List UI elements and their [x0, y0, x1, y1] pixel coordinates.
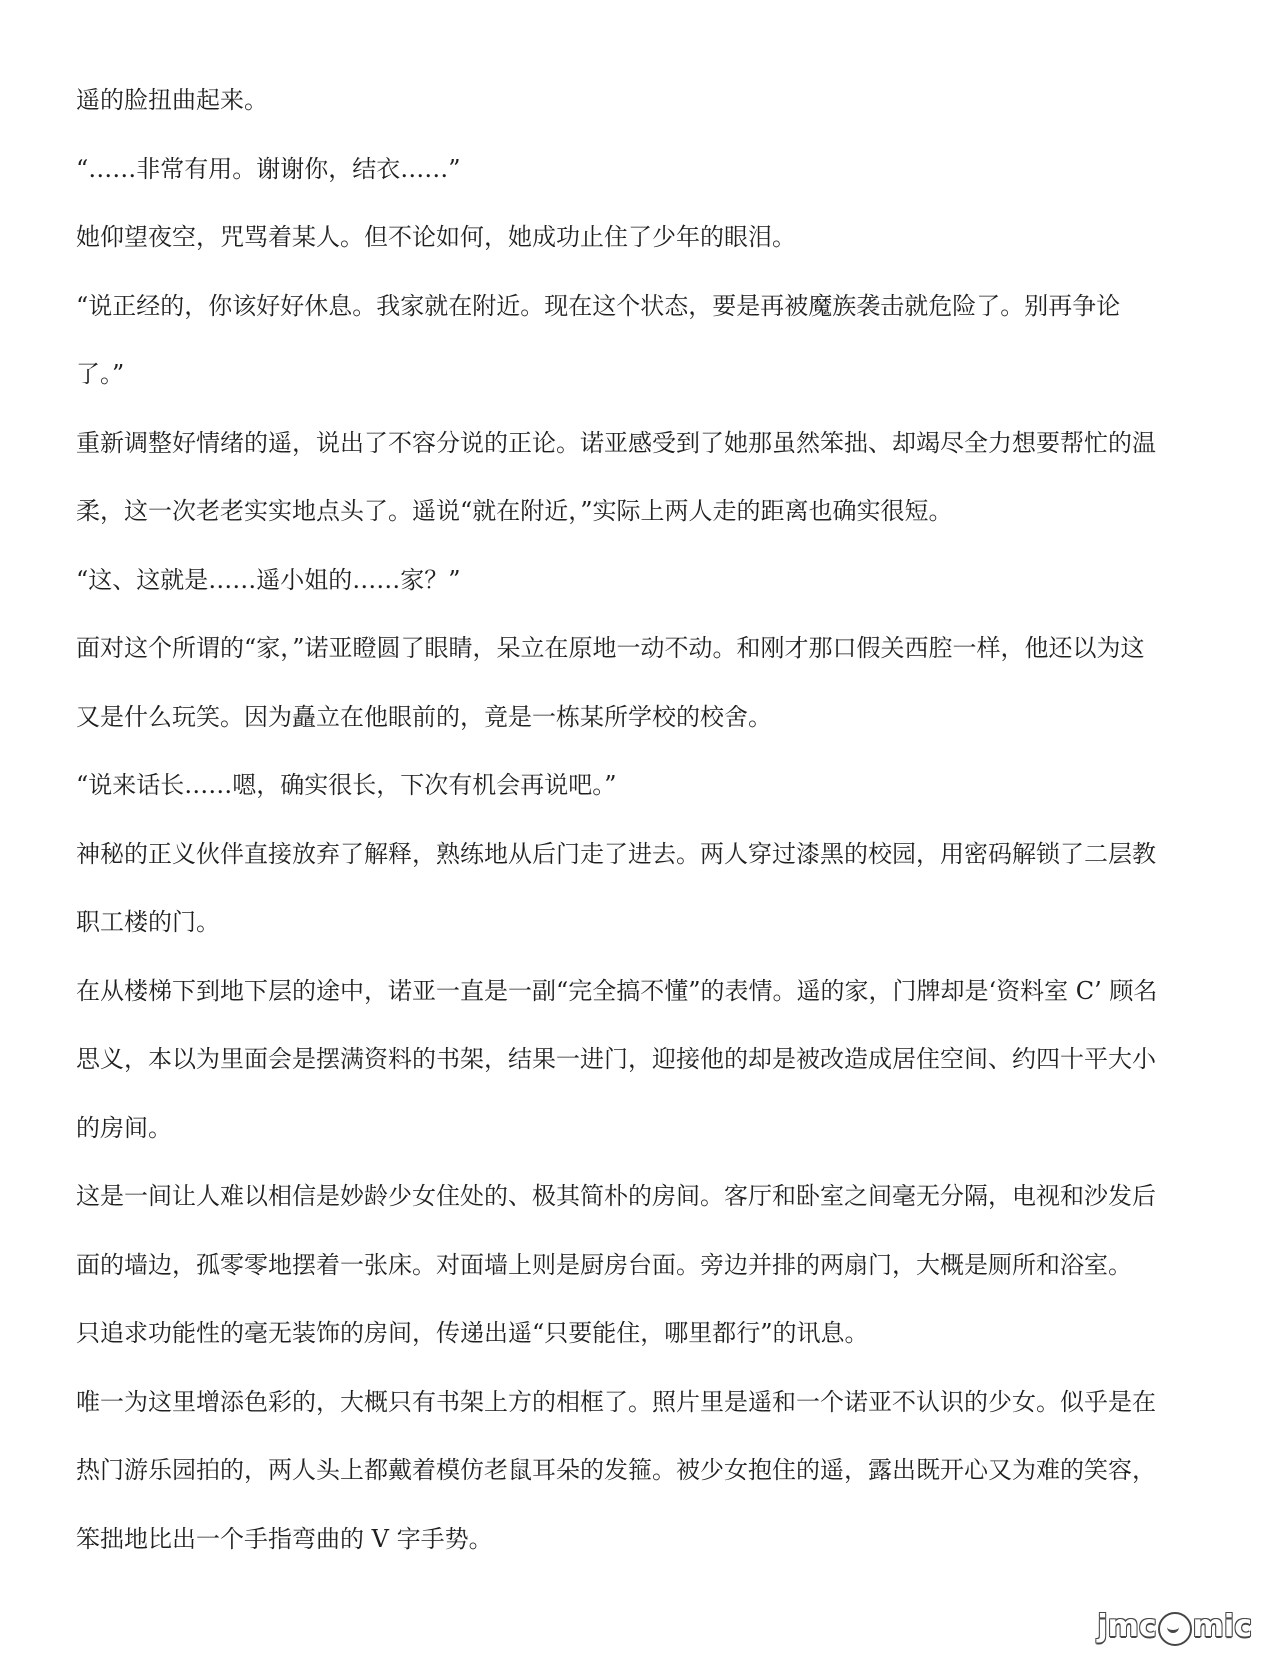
document-page [76, 84, 1206, 1591]
text-line: 面的墙边，孤零零地摆着一张床。对面墙上则是厨房台面。旁边并排的两扇门，大概是厕所和浴室。 [76, 1250, 1132, 1279]
text-line: 在从楼梯下到地下层的途中，诺亚一直是一副“完全搞不懂”的表情。遥的家，门牌却是‘资料室 C’ 顾名 [76, 976, 1158, 1005]
text-line: 唯一为这里增添色彩的，大概只有书架上方的相框了。照片里是遥和一个诺亚不认识的少女。似乎是在 [76, 1387, 1156, 1416]
text-line: 又是什么玩笑。因为矗立在他眼前的，竟是一栋某所学校的校舍。 [76, 702, 772, 731]
text-line: 面对这个所谓的“家，”诺亚瞪圆了眼睛，呆立在原地一动不动。和刚才那口假关西腔一样，他还以为这 [76, 634, 1145, 662]
text-line: “……非常有用。谢谢你，结衣……” [76, 154, 461, 183]
text-line: 笨拙地比出一个手指弯曲的 V 字手势。 [76, 1524, 493, 1553]
text-line: “说正经的，你该好好休息。我家就在附近。现在这个状态，要是再被魔族袭击就危险了。别再争论 [76, 291, 1121, 320]
text-line: 她仰望夜空，咒骂着某人。但不论如何，她成功止住了少年的眼泪。 [76, 223, 796, 251]
smiley-circle-icon [1158, 1612, 1192, 1646]
text-line: 职工楼的门。 [76, 908, 220, 936]
text-line: “说来话长……嗯，确实很长，下次有机会再说吧。” [76, 771, 617, 799]
watermark-text-right: mic [1192, 1609, 1252, 1644]
text-line: 遥的脸扭曲起来。 [76, 86, 268, 114]
text-line: 这是一间让人难以相信是妙龄少女住处的、极其简朴的房间。客厅和卧室之间毫无分隔，电视和沙发后 [76, 1182, 1156, 1210]
text-line: 柔，这一次老老实实地点头了。遥说“就在附近，”实际上两人走的距离也确实很短。 [76, 497, 953, 525]
text-line: 只追求功能性的毫无装饰的房间，传递出遥“只要能住，哪里都行”的讯息。 [76, 1319, 869, 1347]
text-line: 热门游乐园拍的，两人头上都戴着模仿老鼠耳朵的发箍。被少女抱住的遥，露出既开心又为难的笑容， [76, 1456, 1156, 1484]
text-line: 重新调整好情绪的遥，说出了不容分说的正论。诺亚感受到了她那虽然笨拙、却竭尽全力想要帮忙的温 [76, 428, 1156, 457]
watermark-text-left: jmc [1097, 1609, 1157, 1644]
text-line: 思义，本以为里面会是摆满资料的书架，结果一进门，迎接他的却是被改造成居住空间、约四十平大小 [76, 1045, 1156, 1073]
text-line: “这、这就是……遥小姐的……家？” [76, 565, 461, 594]
watermark-logo [1097, 1609, 1252, 1644]
text-line: 了。” [76, 360, 125, 388]
text-line: 的房间。 [76, 1113, 172, 1142]
text-line: 神秘的正义伙伴直接放弃了解释，熟练地从后门走了进去。两人穿过漆黑的校园，用密码解锁了二层教 [76, 839, 1156, 868]
